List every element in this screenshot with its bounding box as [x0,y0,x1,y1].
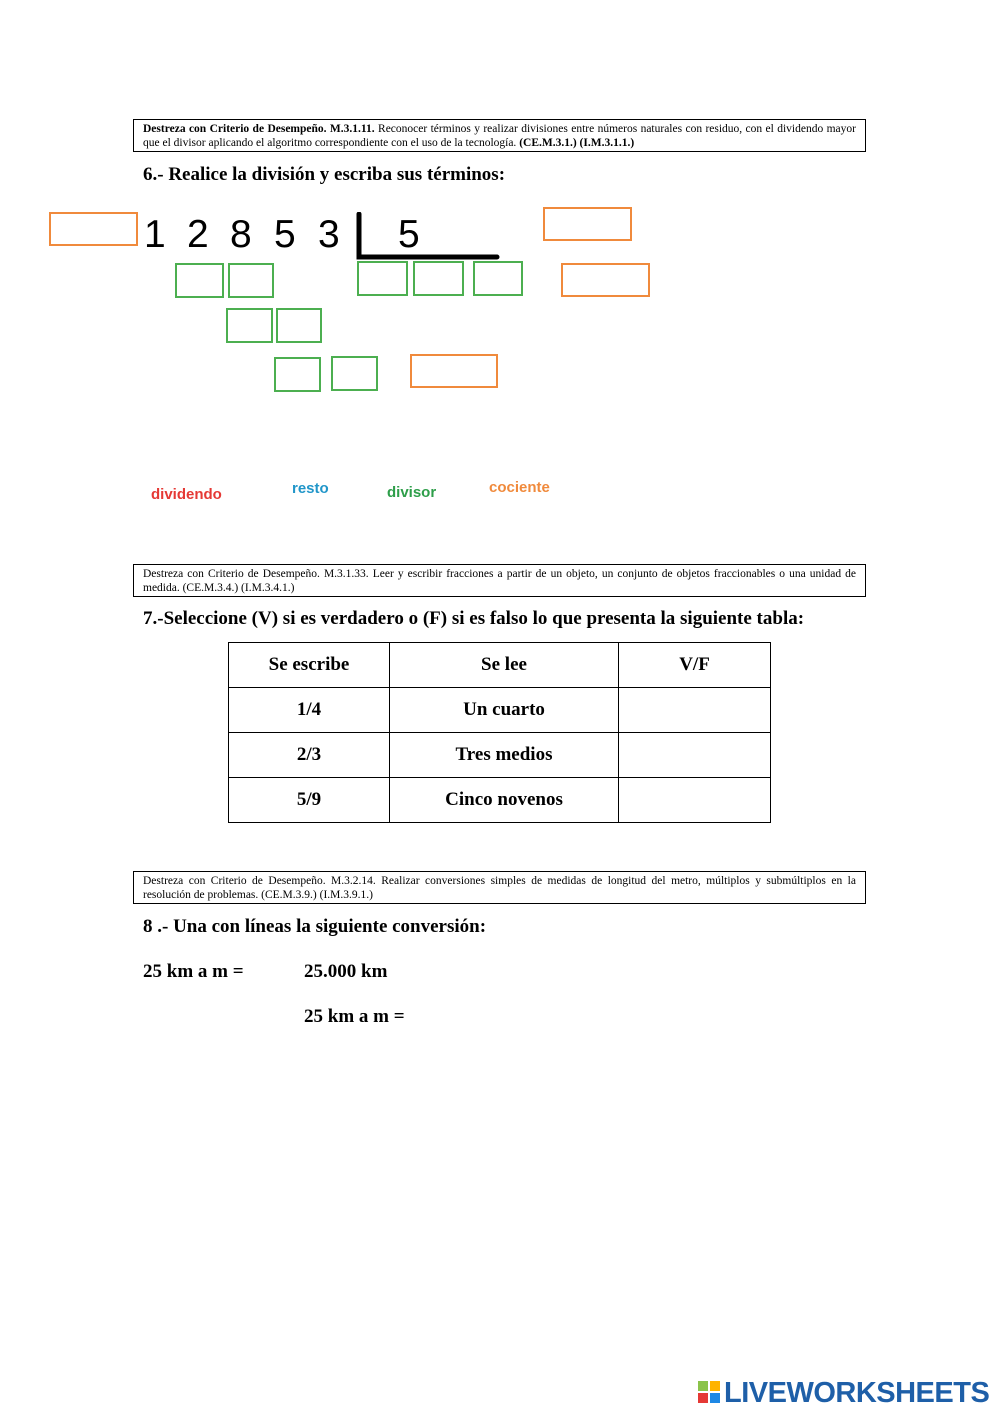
fraction-read: Cinco novenos [390,778,619,823]
criterio-6-codes: (CE.M.3.1.) (I.M.3.1.1.) [519,137,635,149]
fraction-read: Un cuarto [390,688,619,733]
criterio-box-7: Destreza con Criterio de Desempeño. M.3.1.33. Leer y escribir fracciones a partir de un objeto, un conjunto de objetos fraccionables o una unidad de medida. (CE.M.3.4.) (I.M.3.4.1.) [133,564,866,597]
answer-box-dividendo[interactable] [49,212,138,246]
answer-box-resto[interactable] [410,354,498,388]
criterio-box-8: Destreza con Criterio de Desempeño. M.3.2.14. Realizar conversiones simples de medidas de longitud del metro, múltiplos y submúltiplos en la resolución de problemas. (CE.M.3.9.) (I.M.3.9.1.) [133,871,866,904]
digit-box[interactable] [228,263,274,298]
word-divisor[interactable]: divisor [387,484,437,501]
dividend-digit: 8 [230,213,252,256]
conversion-right-item[interactable]: 25 km a m = [304,1006,405,1027]
question-8-title: 8 .- Una con líneas la siguiente conversión: [143,916,487,937]
fractions-table [228,642,771,823]
fraction-written: 5/9 [229,778,390,823]
table-row [229,778,771,823]
digit-box[interactable] [175,263,224,298]
conversion-left-item[interactable]: 25 km a m = [143,961,244,982]
word-cociente[interactable]: cociente [489,479,550,496]
fraction-written: 2/3 [229,733,390,778]
digit-box[interactable] [331,356,378,391]
criterio-6-prefix: Destreza con Criterio de Desempeño. M.3.1.11. [143,123,375,135]
table-header: Se lee [390,643,619,688]
table-row [229,733,771,778]
quotient-digit-box[interactable] [473,261,523,296]
criterio-box-6 [133,119,866,152]
liveworksheets-logo-icon [698,1381,720,1403]
question-6-title: 6.- Realice la división y escriba sus términos: [143,164,506,185]
question-7-title: 7.-Seleccione (V) si es verdadero o (F) si es falso lo que presenta la siguiente tabla: [143,608,805,629]
liveworksheets-brand: LIVEWORKSHEETS [724,1377,990,1409]
answer-box-cociente[interactable] [561,263,650,297]
word-resto[interactable]: resto [292,480,329,497]
dividend-digit: 5 [274,213,296,256]
conversion-right-item[interactable]: 25.000 km [304,961,388,982]
table-header-row [229,643,771,688]
dividend-digit: 3 [318,213,340,256]
word-dividendo[interactable]: dividendo [151,486,222,503]
digit-box[interactable] [226,308,273,343]
division-bracket [350,212,502,264]
table-header: V/F [619,643,771,688]
dividend-digit: 1 [144,213,166,256]
table-row [229,688,771,733]
digit-box[interactable] [276,308,322,343]
quotient-digit-box[interactable] [357,261,408,296]
divisor-digit: 5 [398,213,420,256]
answer-box-divisor[interactable] [543,207,632,241]
vf-answer-cell[interactable] [619,688,771,733]
fraction-read: Tres medios [390,733,619,778]
vf-answer-cell[interactable] [619,778,771,823]
criterio-6-body: Reconocer términos y realizar divisiones entre números naturales con residuo, con el dividendo mayor que el divisor aplicando el algoritmo correspondiente con el uso de la tecnología. [143,123,856,149]
quotient-digit-box[interactable] [413,261,464,296]
table-header: Se escribe [229,643,390,688]
vf-answer-cell[interactable] [619,733,771,778]
digit-box[interactable] [274,357,321,392]
dividend-digit: 2 [187,213,209,256]
fraction-written: 1/4 [229,688,390,733]
